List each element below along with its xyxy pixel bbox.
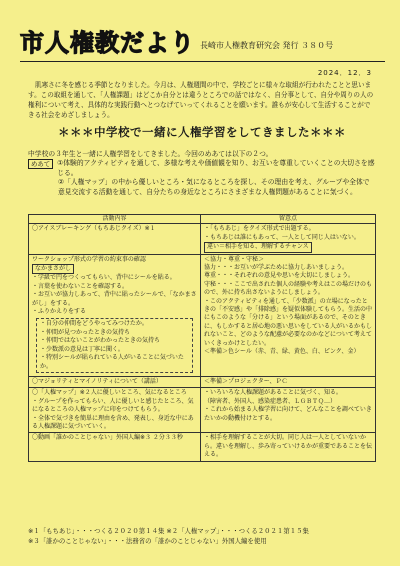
aim-2-text: ②「人権マップ」の中から優しいところ・気になるところを探し、その理由を考え、グループや全体で意見交流する活動を通して、自分たちの身近なところにさまざまな人権問題があることに気づく。	[58, 178, 370, 196]
activity-cell: 〇マジョリティとマイノリティについて（講話）	[29, 376, 201, 387]
issuer-info: 長崎市人権教育研究会 発行 ３８０号	[200, 41, 334, 50]
table-row	[29, 433, 376, 461]
point-text: 協力・・・お互いが学ぶために協力しあいましょう。	[204, 264, 349, 272]
activity-text: ・学級で円をつくってもらい、背中にシールを貼る。	[32, 274, 176, 282]
aims-section	[28, 159, 376, 197]
activity-text: ・全体で気づきを簡単に理由を含め、発表し、身近な中にある人権課題に気づいていく。	[32, 414, 194, 430]
activity-text: ・ふりかえりをする	[32, 308, 87, 316]
point-text: （障害者、外国人、感染症患者、ＬＧＢＴＱ…）	[204, 397, 337, 405]
activity-subtitle: なかまさがし	[32, 264, 74, 274]
aim-2	[58, 178, 376, 197]
activity-cell	[29, 224, 201, 254]
point-text: ＜準備＞色シール（赤、青、緑、黄色、白、ピンク、金）	[204, 348, 360, 356]
activity-text: ・お互いが協力しあって、背中に貼ったシールで、「なかまさがし」をする。	[32, 291, 197, 307]
reflection-item: ・少数派の意見は丁寧に聞く。	[40, 345, 124, 353]
points-cell	[201, 388, 376, 433]
boxed-point: 違い＝相手を知る、理解するチャンス	[204, 242, 312, 252]
activity-title: ワークショップ形式の学習の約束事の確認	[32, 255, 146, 263]
point-text: 尊重・・・それぞれの意見や思いを大切にしましょう。	[204, 272, 355, 280]
point-text: ・いろいろな人権課題があることに気づく、知る。	[204, 389, 342, 397]
activity-text: ・言葉を使わないことを確認する。	[32, 282, 129, 290]
table-row	[29, 224, 376, 254]
header-points: 留意点	[201, 215, 376, 224]
points-cell: ＜準備＞プロジェクター、ＰＣ	[201, 376, 376, 387]
activity-text: 〇「人権マップ」※２人に優しいところ、気になるところ	[32, 389, 187, 397]
point-title: ＜協力・尊重・守秘＞	[204, 255, 265, 263]
masthead-divider	[20, 61, 385, 62]
reflection-box	[36, 318, 193, 372]
point-text: ・もちあじは誰にもあって、一人として同じ人はいない。	[204, 233, 360, 241]
points-cell	[201, 224, 376, 254]
article-headline: ＊＊＊中学校で一緒に人権学習をしてきました＊＊＊	[58, 125, 346, 139]
table-header-row	[29, 215, 376, 224]
header-activity: 活動内容	[29, 215, 201, 224]
footnotes	[28, 526, 378, 546]
point-text: ・これから始まる人権学習に向けて、どんなことを調べていきたいかの動機付けとする。	[204, 406, 372, 422]
activity-cell: 〇動画「誰かのことじゃない」外国人編※３ ２分３３秒	[29, 433, 201, 461]
lesson-plan-table	[28, 214, 376, 462]
activity-cell	[29, 254, 201, 376]
aims-label: めあて	[28, 159, 53, 169]
masthead	[20, 28, 385, 62]
activity-text: ・グループを作ってもらい、人に優しいと感じたところ、気になるところの人権マップに印をつけてもらう。	[32, 397, 194, 414]
article-lead: 中学校の３年生と一緒に人権学習をしてきました。今回のめあては以下の２つ。	[28, 150, 273, 158]
aim-1	[28, 159, 376, 178]
intro-paragraph: 肌寒さに冬を感じる季節となりました。今月は、人権週間の中で、学校ごとに様々な取組が行われたことと思います。この取組を通して、「人権課題」はどこか自分とは違うところでの話ではなく、自分事として、自分や周りの人の権利について考え、具体的な実践行動へとつなげていってくれることを願います。誰もが安心して生活することができる社会をめざしましょう。	[28, 81, 374, 119]
reflection-item: ・仲間ではないことがわかったときの気持ち	[40, 337, 161, 345]
reflection-item: ・自分の仲間をどうやってみつけたか。	[40, 320, 148, 328]
activity-cell	[29, 388, 201, 433]
reflection-item: ・仲間が見つかったときの気持ち	[40, 328, 131, 336]
point-text: ・このアクティビティを通して、「少数派」の立場になったときの「不安感」や「排除感」を疑似体験してもらう。生活の中にもこのような「分ける」という場面があるので、そのときに、もしかすると居心地の悪い思いをしている人がいるかもしれないこと、どのような配慮が必要なのかなどについて考えていくきっかけとしたい。	[204, 297, 373, 347]
table-row	[29, 388, 376, 433]
point-text: 守秘・・・ここで出された個人の経験や考えはこの場だけのもので、外に持ち出さないようにしましょう。	[204, 280, 373, 297]
point-text: ・「もちあじ」をクイズ形式で出題する。	[204, 225, 315, 233]
issue-date: 2024．12．3	[317, 69, 372, 77]
newsletter-title: 市人権教だより	[20, 29, 195, 57]
points-cell: ・相手を理解することが大切。同じ人は一人としていないから。違いを理解し、歩み寄っていけるかが重要であることを伝える。	[201, 433, 376, 461]
footnote-2: ※３「誰かのことじゃない」・・・法務省の「誰かのことじゃない」外国人編を使用	[28, 537, 267, 545]
table-row	[29, 376, 376, 387]
activity-text: 〇アイスブレーキング（もちあじクイズ）※１	[32, 225, 156, 233]
points-cell	[201, 254, 376, 376]
reflection-item: ・特別シールが貼られている人がいることに気づいたか。	[40, 354, 184, 370]
aim-1-text: ①体験的アクティビティを通して、多様な考えや価値観を知り、お互いを尊重していくことの大切さを感じる。	[57, 159, 375, 177]
table-row	[29, 254, 376, 376]
footnote-1: ※１「もちあじ」・・・つくる２０２０第１４集 ※２「人権マップ」・・・つくる２０２１第１５集	[28, 527, 309, 535]
